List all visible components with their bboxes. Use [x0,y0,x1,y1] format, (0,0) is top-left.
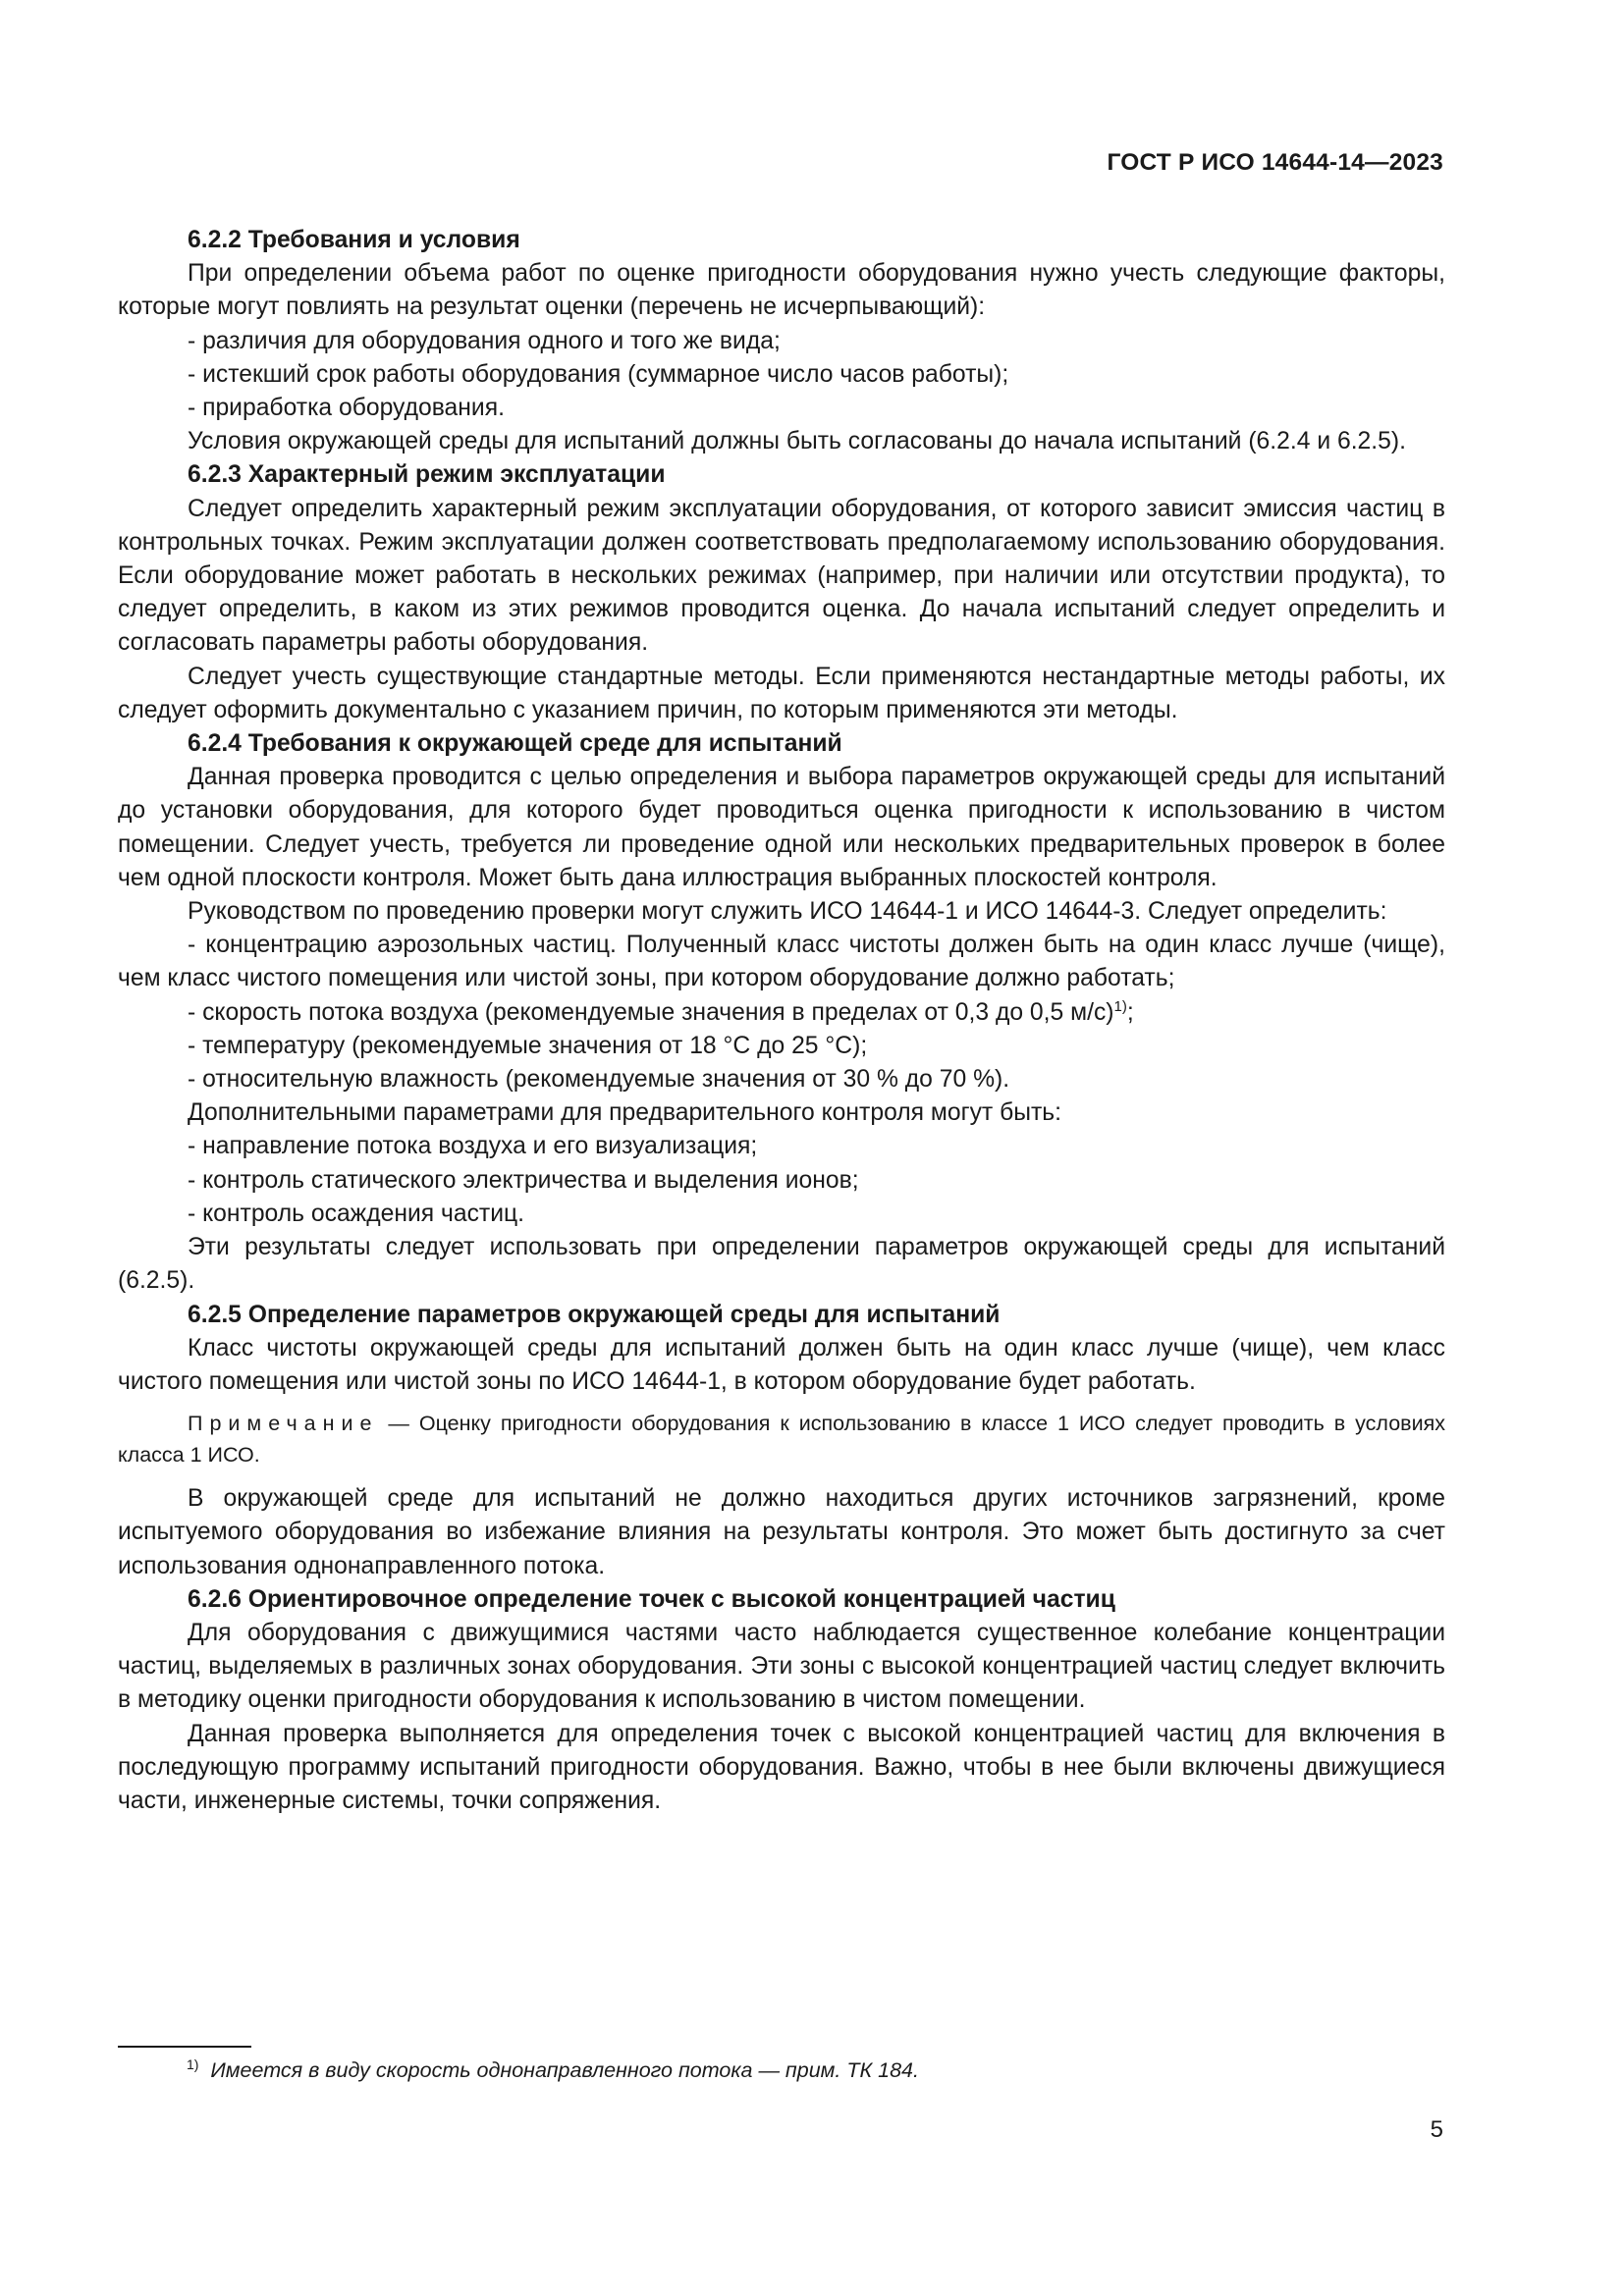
list-item: - температуру (рекомендуемые значения от 18 °C до 25 °C); [188,1032,868,1059]
section-6-2-5-heading: 6.2.5 Определение параметров окружающей среды для испытаний [188,1301,1001,1328]
note [118,1408,1445,1470]
section-6-2-6-para1: Для оборудования с движущимися частями часто наблюдается существенное колебание концентрации частиц, выделяемых в различных зонах оборудования. Эти зоны с высокой концентрацией частиц следует включить в методику оценки пригодности оборудования к использованию в чистом помещении. [118,1619,1445,1714]
list-item: - истекший срок работы оборудования (суммарное число часов работы); [188,360,1009,388]
section-6-2-2-heading: 6.2.2 Требования и условия [188,227,520,253]
footnote-separator [118,2046,251,2048]
list-item-text: - скорость потока воздуха (рекомендуемые значения в пределах от 0,3 до 0,5 м/с) [188,998,1114,1026]
footnote-text: Имеется в виду скорость однонаправленного потока — прим. ТК 184. [210,2058,919,2082]
note-label: Примечание [188,1412,379,1436]
section-6-2-4-heading: 6.2.4 Требования к окружающей среде для испытаний [188,730,842,758]
footnote-reference: 1) [1113,997,1127,1015]
section-6-2-6-heading: 6.2.6 Ориентировочное определение точек с высокой концентрацией частиц [188,1585,1115,1613]
section-6-2-2-intro: При определении объема работ по оценке пригодности оборудования нужно учесть следующие факторы, которые могут повлиять на результат оценки (перечень не исчерпывающий): [118,260,1445,321]
section-6-2-3-para2: Следует учесть существующие стандартные методы. Если применяются нестандартные методы работы, их следует оформить документально с указанием причин, по которым применяются эти методы. [118,663,1445,723]
list-item: - приработка оборудования. [188,395,505,422]
note-text: — Оценку пригодности оборудования к использованию в классе 1 ИСО следует проводить в условиях класса 1 ИСО. [118,1412,1445,1468]
list-item: - направление потока воздуха и его визуализация; [188,1133,758,1160]
section-6-2-4-conclusion: Эти результаты следует использовать при определении параметров окружающей среды для испытаний (6.2.5). [118,1234,1445,1295]
section-6-2-5-para1: Класс чистоты окружающей среды для испытаний должен быть на один класс лучше (чище), чем класс чистого помещения или чистой зоны по ИСО 14644-1, в котором оборудование будет работать. [118,1334,1445,1395]
list-item: - контроль осаждения частиц. [188,1200,525,1227]
page-number: 5 [1430,2116,1443,2143]
list-item: - различия для оборудования одного и того же вида; [188,327,781,354]
list-item-punct: ; [1126,998,1134,1026]
list-item: - относительную влажность (рекомендуемые значения от 30 % до 70 %). [188,1066,1010,1094]
footnote [187,2056,919,2085]
section-6-2-2-conditions: Условия окружающей среды для испытаний должны быть согласованы до начала испытаний (6.2.4 и 6.2.5). [188,428,1406,455]
list-item: - контроль статического электричества и выделения ионов; [188,1166,859,1194]
section-6-2-5-para2: В окружающей среде для испытаний не должно находиться других источников загрязнений, кроме испытуемого оборудования во избежание влияния на результаты контроля. Это может быть достигнуто за счет использования однонаправленного потока. [118,1485,1445,1579]
page-content [118,224,1445,1818]
section-6-2-6-para2: Данная проверка выполняется для определения точек с высокой концентрацией частиц для включения в последующую программу испытаний пригодности оборудования. Важно, чтобы в нее были включены движущиеся части, инженерные системы, точки сопряжения. [118,1720,1445,1814]
standard-designation: ГОСТ Р ИСО 14644-14—2023 [1107,149,1443,176]
section-6-2-4-para2: Руководством по проведению проверки могут служить ИСО 14644-1 и ИСО 14644-3. Следует определить: [188,898,1387,926]
list-item-airflow [118,996,1445,1030]
list-item: - концентрацию аэрозольных частиц. Полученный класс чистоты должен быть на один класс лучше (чище), чем класс чистого помещения или чистой зоны, при котором оборудование должно работать; [118,932,1445,992]
footnote-marker: 1) [187,2056,199,2072]
section-6-2-4-para1: Данная проверка проводится с целью определения и выбора параметров окружающей среды для испытаний до установки оборудования, для которого будет проводиться оценка пригодности к использованию в чистом помещении. Следует учесть, требуется ли проведение одной или нескольких предварительных проверок в более чем одной плоскости контроля. Может быть дана иллюстрация выбранных плоскостей контроля. [118,764,1445,891]
section-6-2-4-additional-intro: Дополнительными параметрами для предварительного контроля могут быть: [188,1099,1062,1127]
section-6-2-3-heading: 6.2.3 Характерный режим эксплуатации [188,461,666,489]
section-6-2-3-para1: Следует определить характерный режим эксплуатации оборудования, от которого зависит эмиссия частиц в контрольных точках. Режим эксплуатации должен соответствовать предполагаемому использованию оборудования. Если оборудование может работать в нескольких режимах (например, при наличии или отсутствии продукта), то следует определить, в каком из этих режимов проводится оценка. До начала испытаний следует определить и согласовать параметры работы оборудования. [118,495,1445,657]
